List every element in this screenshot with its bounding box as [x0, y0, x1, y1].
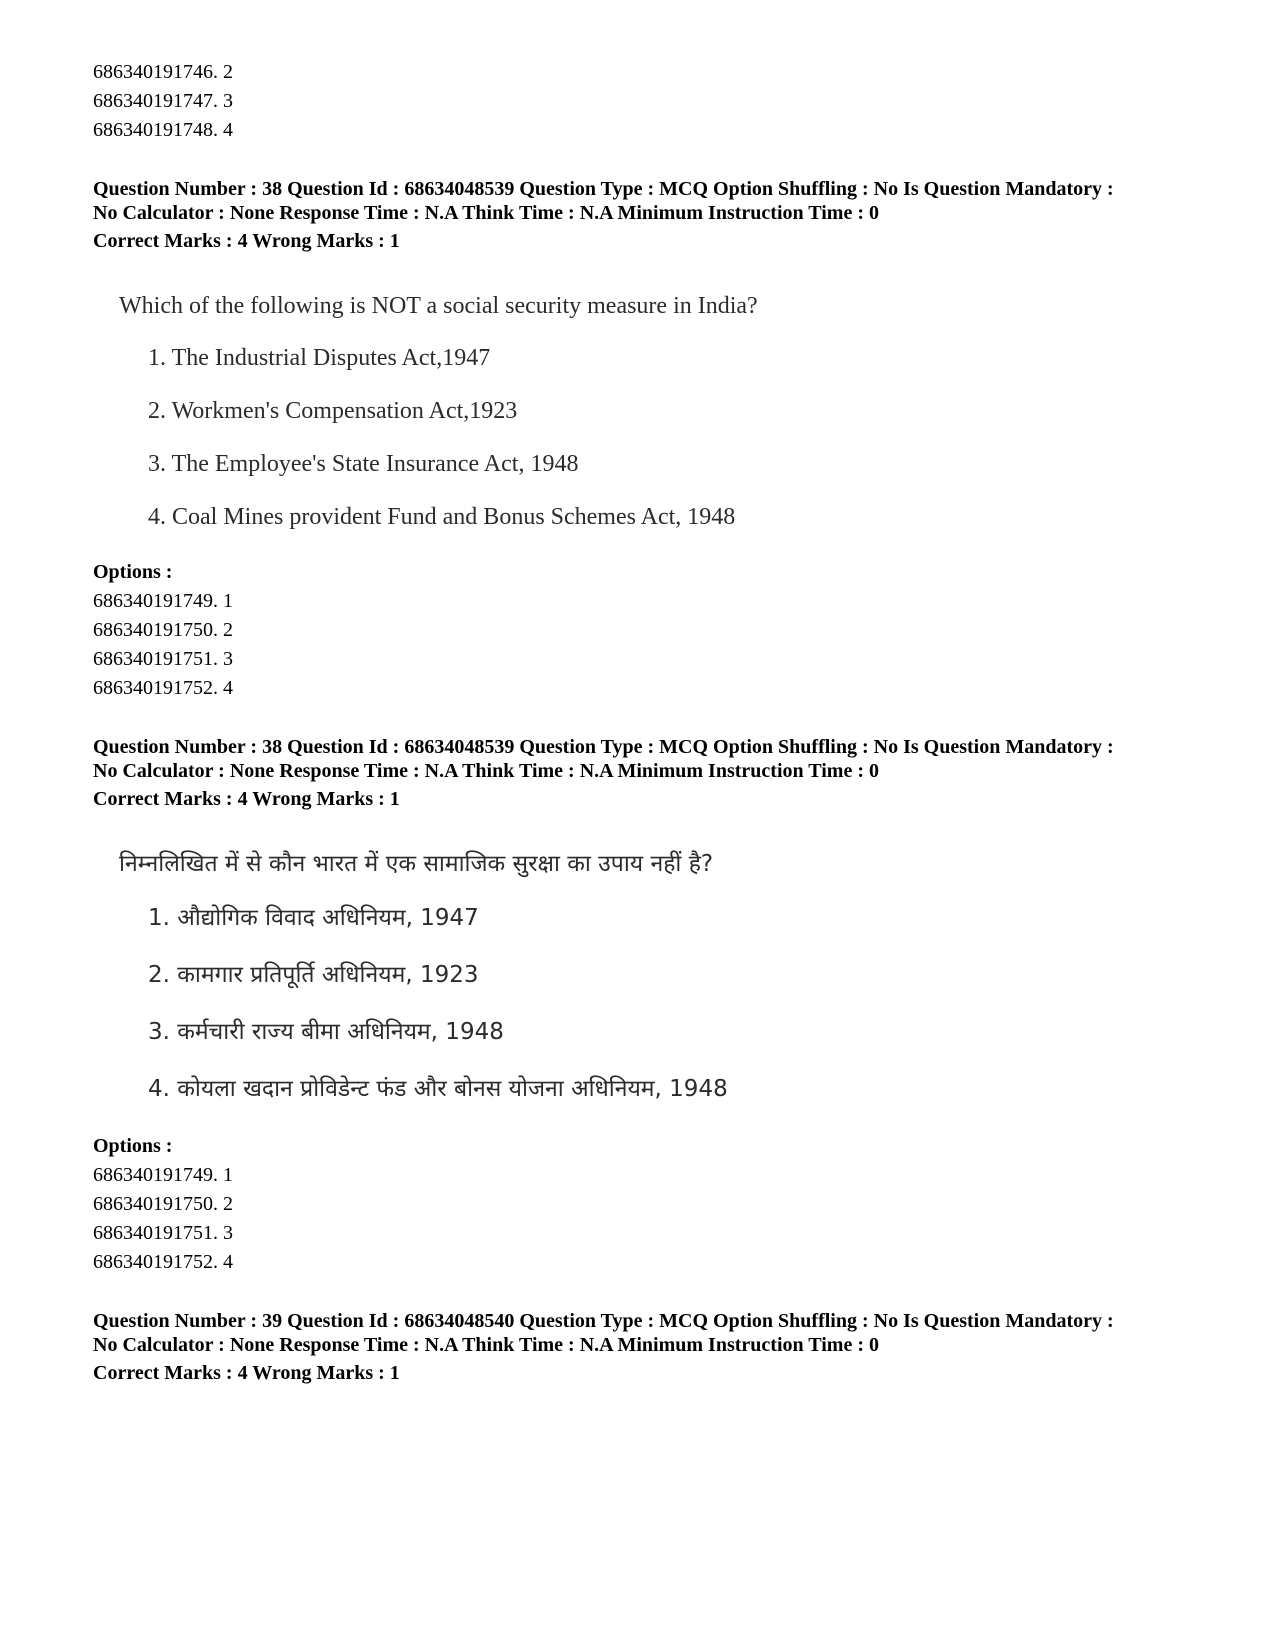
question-meta-line1: Question Number : 38 Question Id : 68634048539 Question Type : MCQ Option Shuffling : No Is Question Mandatory : [93, 736, 1114, 758]
option-line: 686340191752. 4 [93, 1251, 233, 1273]
question-meta-line1: Question Number : 38 Question Id : 68634048539 Question Type : MCQ Option Shuffling : No Is Question Mandatory : [93, 178, 1114, 200]
question-choice: 2. कामगार प्रतिपूर्ति अधिनियम, 1923 [148, 962, 479, 988]
option-line: 686340191747. 3 [93, 90, 233, 112]
question-text: Which of the following is NOT a social security measure in India? [119, 293, 758, 319]
option-line: 686340191749. 1 [93, 590, 233, 612]
options-list [93, 587, 1193, 703]
question-choice: 2. Workmen's Compensation Act,1923 [148, 398, 518, 424]
question-choice: 3. कर्मचारी राज्य बीमा अधिनियम, 1948 [148, 1019, 504, 1045]
question-meta [93, 735, 1193, 814]
question-choice: 3. The Employee's State Insurance Act, 1948 [148, 451, 579, 477]
previous-options-list [93, 58, 1193, 145]
question-meta-line1: Question Number : 39 Question Id : 68634048540 Question Type : MCQ Option Shuffling : No Is Question Mandatory : [93, 1310, 1114, 1332]
option-line: 686340191749. 1 [93, 1164, 233, 1186]
question-meta [93, 177, 1193, 256]
option-line: 686340191751. 3 [93, 1222, 233, 1244]
question-marks: Correct Marks : 4 Wrong Marks : 1 [93, 1362, 400, 1384]
question-marks: Correct Marks : 4 Wrong Marks : 1 [93, 230, 400, 252]
question-meta-line2: No Calculator : None Response Time : N.A Think Time : N.A Minimum Instruction Time : 0 [93, 760, 879, 782]
question-content [93, 838, 1193, 1118]
option-line: 686340191750. 2 [93, 1193, 233, 1215]
question-choice: 1. The Industrial Disputes Act,1947 [148, 345, 491, 371]
question-block-38-english [93, 177, 1193, 703]
option-line: 686340191746. 2 [93, 61, 233, 83]
option-line: 686340191750. 2 [93, 619, 233, 641]
option-line: 686340191752. 4 [93, 677, 233, 699]
option-line: 686340191751. 3 [93, 648, 233, 670]
question-choice: 1. औद्योगिक विवाद अधिनियम, 1947 [148, 905, 479, 931]
options-label: Options : [93, 561, 173, 583]
question-content [93, 280, 1193, 544]
question-text: निम्नलिखित में से कौन भारत में एक सामाजिक सुरक्षा का उपाय नहीं है? [119, 851, 714, 877]
question-choice: 4. Coal Mines provident Fund and Bonus Schemes Act, 1948 [148, 504, 736, 530]
question-block-39 [93, 1309, 1193, 1388]
question-block-38-hindi [93, 735, 1193, 1277]
question-meta-line2: No Calculator : None Response Time : N.A Think Time : N.A Minimum Instruction Time : 0 [93, 1334, 879, 1356]
options-label: Options : [93, 1135, 173, 1157]
document-page [93, 58, 1193, 1388]
question-meta-line2: No Calculator : None Response Time : N.A Think Time : N.A Minimum Instruction Time : 0 [93, 202, 879, 224]
options-list [93, 1161, 1193, 1277]
question-choice: 4. कोयला खदान प्रोविडेन्ट फंड और बोनस योजना अधिनियम, 1948 [148, 1076, 728, 1102]
option-line: 686340191748. 4 [93, 119, 233, 141]
question-marks: Correct Marks : 4 Wrong Marks : 1 [93, 788, 400, 810]
question-meta [93, 1309, 1193, 1388]
